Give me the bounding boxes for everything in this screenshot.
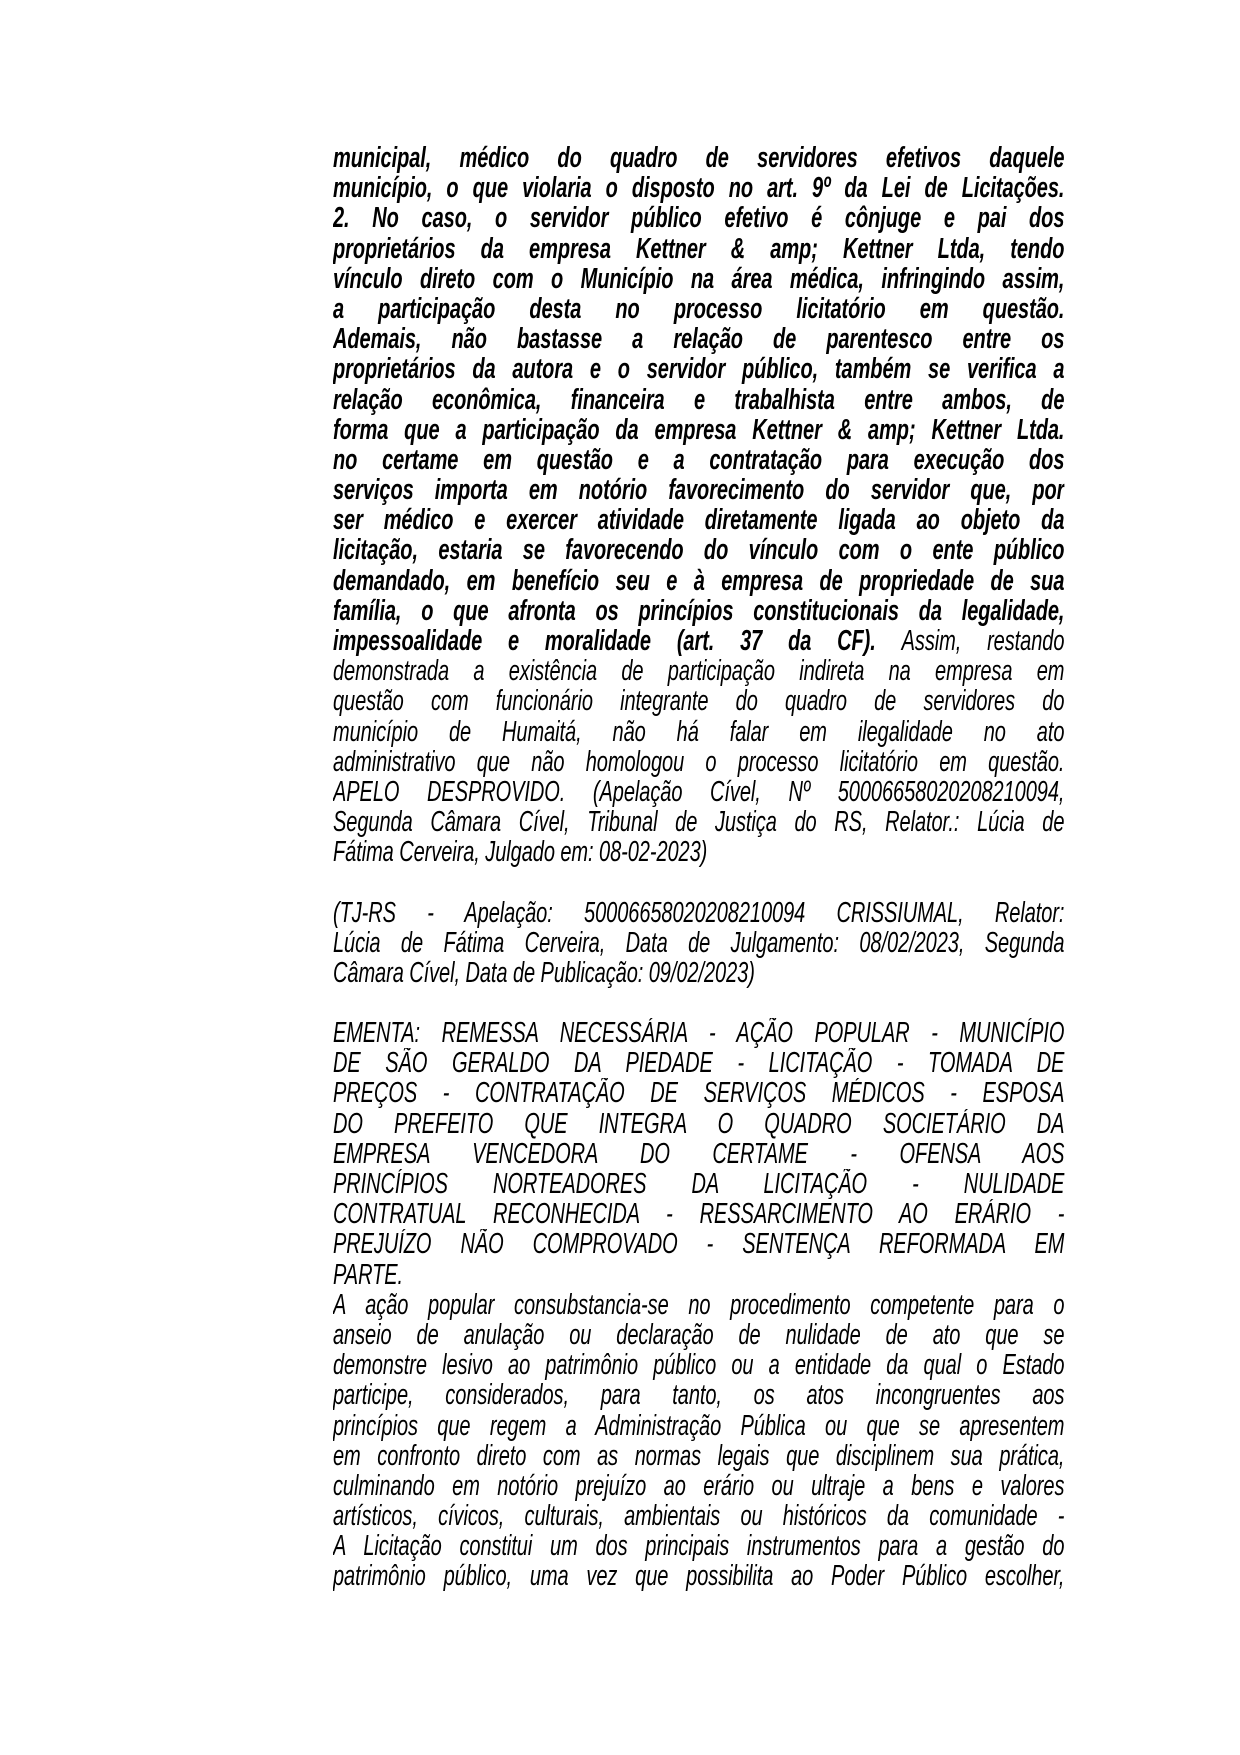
text-line <box>333 505 1064 535</box>
text-line <box>333 264 1064 294</box>
text-run: proprietários da empresa Kettner & amp; Kettner Ltda, tendo <box>333 233 1065 264</box>
text-line <box>333 1350 1064 1380</box>
text-line <box>333 747 1064 777</box>
text-line <box>333 1109 1064 1139</box>
text-run: no certame em questão e a contratação para execução dos <box>333 444 1065 476</box>
text-line <box>333 1199 1064 1229</box>
text-run: A Licitação constitui um dos principais instrumentos para a gestão do <box>333 1531 1065 1562</box>
text-run: participe, considerados, para tanto, os atos incongruentes aos <box>333 1380 1065 1411</box>
text-run: PRINCÍPIOS NORTEADORES DA LICITAÇÃO - NULIDADE <box>333 1169 1065 1200</box>
acao-popular-fundamentacao <box>333 1290 1064 1592</box>
text-line <box>333 445 1064 475</box>
text-run: em confronto direto com as normas legais que disciplinem sua prática, <box>333 1440 1065 1471</box>
text-run: ser médico e exercer atividade diretamente ligada ao objeto da <box>333 505 1065 536</box>
text-line <box>333 475 1064 505</box>
text-run: APELO DESPROVIDO. (Apelação Cível, Nº 50006658020208210094, <box>333 776 1065 808</box>
text-line <box>333 1380 1064 1410</box>
text-run: impessoalidade e moralidade (art. 37 da CF). <box>333 626 902 657</box>
text-line <box>333 626 1064 656</box>
text-line <box>333 173 1064 203</box>
text-line <box>333 928 1064 958</box>
text-line <box>333 1078 1064 1108</box>
acordao-ementa-apelacao <box>333 143 1064 868</box>
text-line <box>333 717 1064 747</box>
text-run: Ademais, não bastasse a relação de parentesco entre os <box>333 324 1065 355</box>
text-run: município, o que violaria o disposto no art. 9º da Lei de Licitações. <box>333 173 1065 204</box>
text-run: CONTRATUAL RECONHECIDA - RESSARCIMENTO AO ERÁRIO - <box>333 1199 1065 1230</box>
text-run: demonstrada a existência de participação indireta na empresa em <box>333 656 1065 687</box>
text-line <box>333 1169 1064 1199</box>
text-run: PARTE. <box>333 1259 404 1290</box>
text-run: demonstre lesivo ao patrimônio público ou a entidade da qual o Estado <box>333 1350 1065 1381</box>
text-run: culminando em notório prejuízo ao erário ou ultraje a bens e valores <box>333 1470 1065 1502</box>
text-run: município de Humaitá, não há falar em ilegalidade no ato <box>333 716 1065 747</box>
text-line <box>333 1018 1064 1048</box>
text-line <box>333 415 1064 445</box>
text-run: anseio de anulação ou declaração de nulidade de ato que se <box>333 1319 1065 1351</box>
text-run: Fátima Cerveira, Julgado em: 08-02-2023) <box>333 837 708 868</box>
text-run: a participação desta no processo licitatório em questão. <box>333 293 1065 325</box>
text-line <box>333 143 1064 173</box>
text-line <box>333 596 1064 626</box>
text-run: princípios que regem a Administração Pública ou que se apresentem <box>333 1410 1065 1441</box>
text-run: municipal, médico do quadro de servidores efetivos daquele <box>333 143 1065 174</box>
text-line <box>333 656 1064 686</box>
text-line <box>333 1561 1064 1591</box>
text-run: (TJ-RS - Apelação: 50006658020208210094 CRISSIUMAL, Relator: <box>333 897 1065 928</box>
text-run: EMENTA: REMESSA NECESSÁRIA - AÇÃO POPULAR - MUNICÍPIO <box>333 1018 1065 1049</box>
text-run: família, o que afronta os princípios constitucionais da legalidade, <box>333 595 1065 626</box>
text-run: serviços importa em notório favorecimento do servidor que, por <box>333 475 1065 506</box>
text-line <box>333 535 1064 565</box>
text-line <box>333 898 1064 928</box>
text-line <box>333 1441 1064 1471</box>
text-line <box>333 837 1064 867</box>
text-run: patrimônio público, uma vez que possibilita ao Poder Público escolher, <box>333 1561 1065 1592</box>
text-line <box>333 1320 1064 1350</box>
text-line <box>333 203 1064 233</box>
text-run: DO PREFEITO QUE INTEGRA O QUADRO SOCIETÁRIO DA <box>333 1108 1065 1139</box>
text-line <box>333 686 1064 716</box>
text-line <box>333 234 1064 264</box>
text-run: Assim, restando <box>901 626 1065 657</box>
text-run: forma que a participação da empresa Kettner & amp; Kettner Ltda. <box>333 414 1065 445</box>
text-run: artísticos, cívicos, culturais, ambientais ou históricos da comunidade - <box>333 1501 1065 1532</box>
text-run: DE SÃO GERALDO DA PIEDADE - LICITAÇÃO - TOMADA DE <box>333 1048 1065 1079</box>
text-line <box>333 1411 1064 1441</box>
text-run: PREJUÍZO NÃO COMPROVADO - SENTENÇA REFORMADA EM <box>333 1229 1065 1260</box>
text-line <box>333 807 1064 837</box>
text-line <box>333 324 1064 354</box>
text-line <box>333 777 1064 807</box>
text-line <box>333 1501 1064 1531</box>
text-run: demandado, em benefício seu e à empresa de propriedade de sua <box>333 565 1065 596</box>
text-line <box>333 1531 1064 1561</box>
page-text <box>333 143 1064 1592</box>
text-line <box>333 566 1064 596</box>
text-line <box>333 958 1064 988</box>
text-line <box>333 1048 1064 1078</box>
text-line <box>333 1229 1064 1259</box>
text-run: relação econômica, financeira e trabalhista entre ambos, de <box>333 384 1065 415</box>
text-run: Câmara Cível, Data de Publicação: 09/02/2023) <box>333 957 755 989</box>
citacao-processo <box>333 898 1064 989</box>
text-line <box>333 1290 1064 1320</box>
text-line <box>333 385 1064 415</box>
text-run: licitação, estaria se favorecendo do vínculo com o ente público <box>333 535 1065 566</box>
text-line <box>333 1471 1064 1501</box>
text-run: 2. No caso, o servidor público efetivo é cônjuge e pai dos <box>333 203 1065 234</box>
text-line <box>333 1260 1064 1290</box>
ementa-remessa-necessaria <box>333 1018 1064 1290</box>
text-line <box>333 354 1064 384</box>
text-run: administrativo que não homologou o processo licitatório em questão. <box>333 746 1065 777</box>
text-run: A ação popular consubstancia-se no procedimento competente para o <box>333 1289 1065 1320</box>
text-run: Segunda Câmara Cível, Tribunal de Justiça do RS, Relator.: Lúcia de <box>333 807 1065 838</box>
text-run: Lúcia de Fátima Cerveira, Data de Julgamento: 08/02/2023, Segunda <box>333 927 1065 958</box>
text-run: PREÇOS - CONTRATAÇÃO DE SERVIÇOS MÉDICOS - ESPOSA <box>333 1078 1065 1109</box>
text-run: EMPRESA VENCEDORA DO CERTAME - OFENSA AOS <box>333 1138 1065 1169</box>
text-run: questão com funcionário integrante do quadro de servidores do <box>333 686 1065 717</box>
text-run: proprietários da autora e o servidor público, também se verifica a <box>333 354 1065 385</box>
text-line <box>333 1139 1064 1169</box>
text-run: vínculo direto com o Município na área médica, infringindo assim, <box>333 263 1065 294</box>
text-line <box>333 294 1064 324</box>
